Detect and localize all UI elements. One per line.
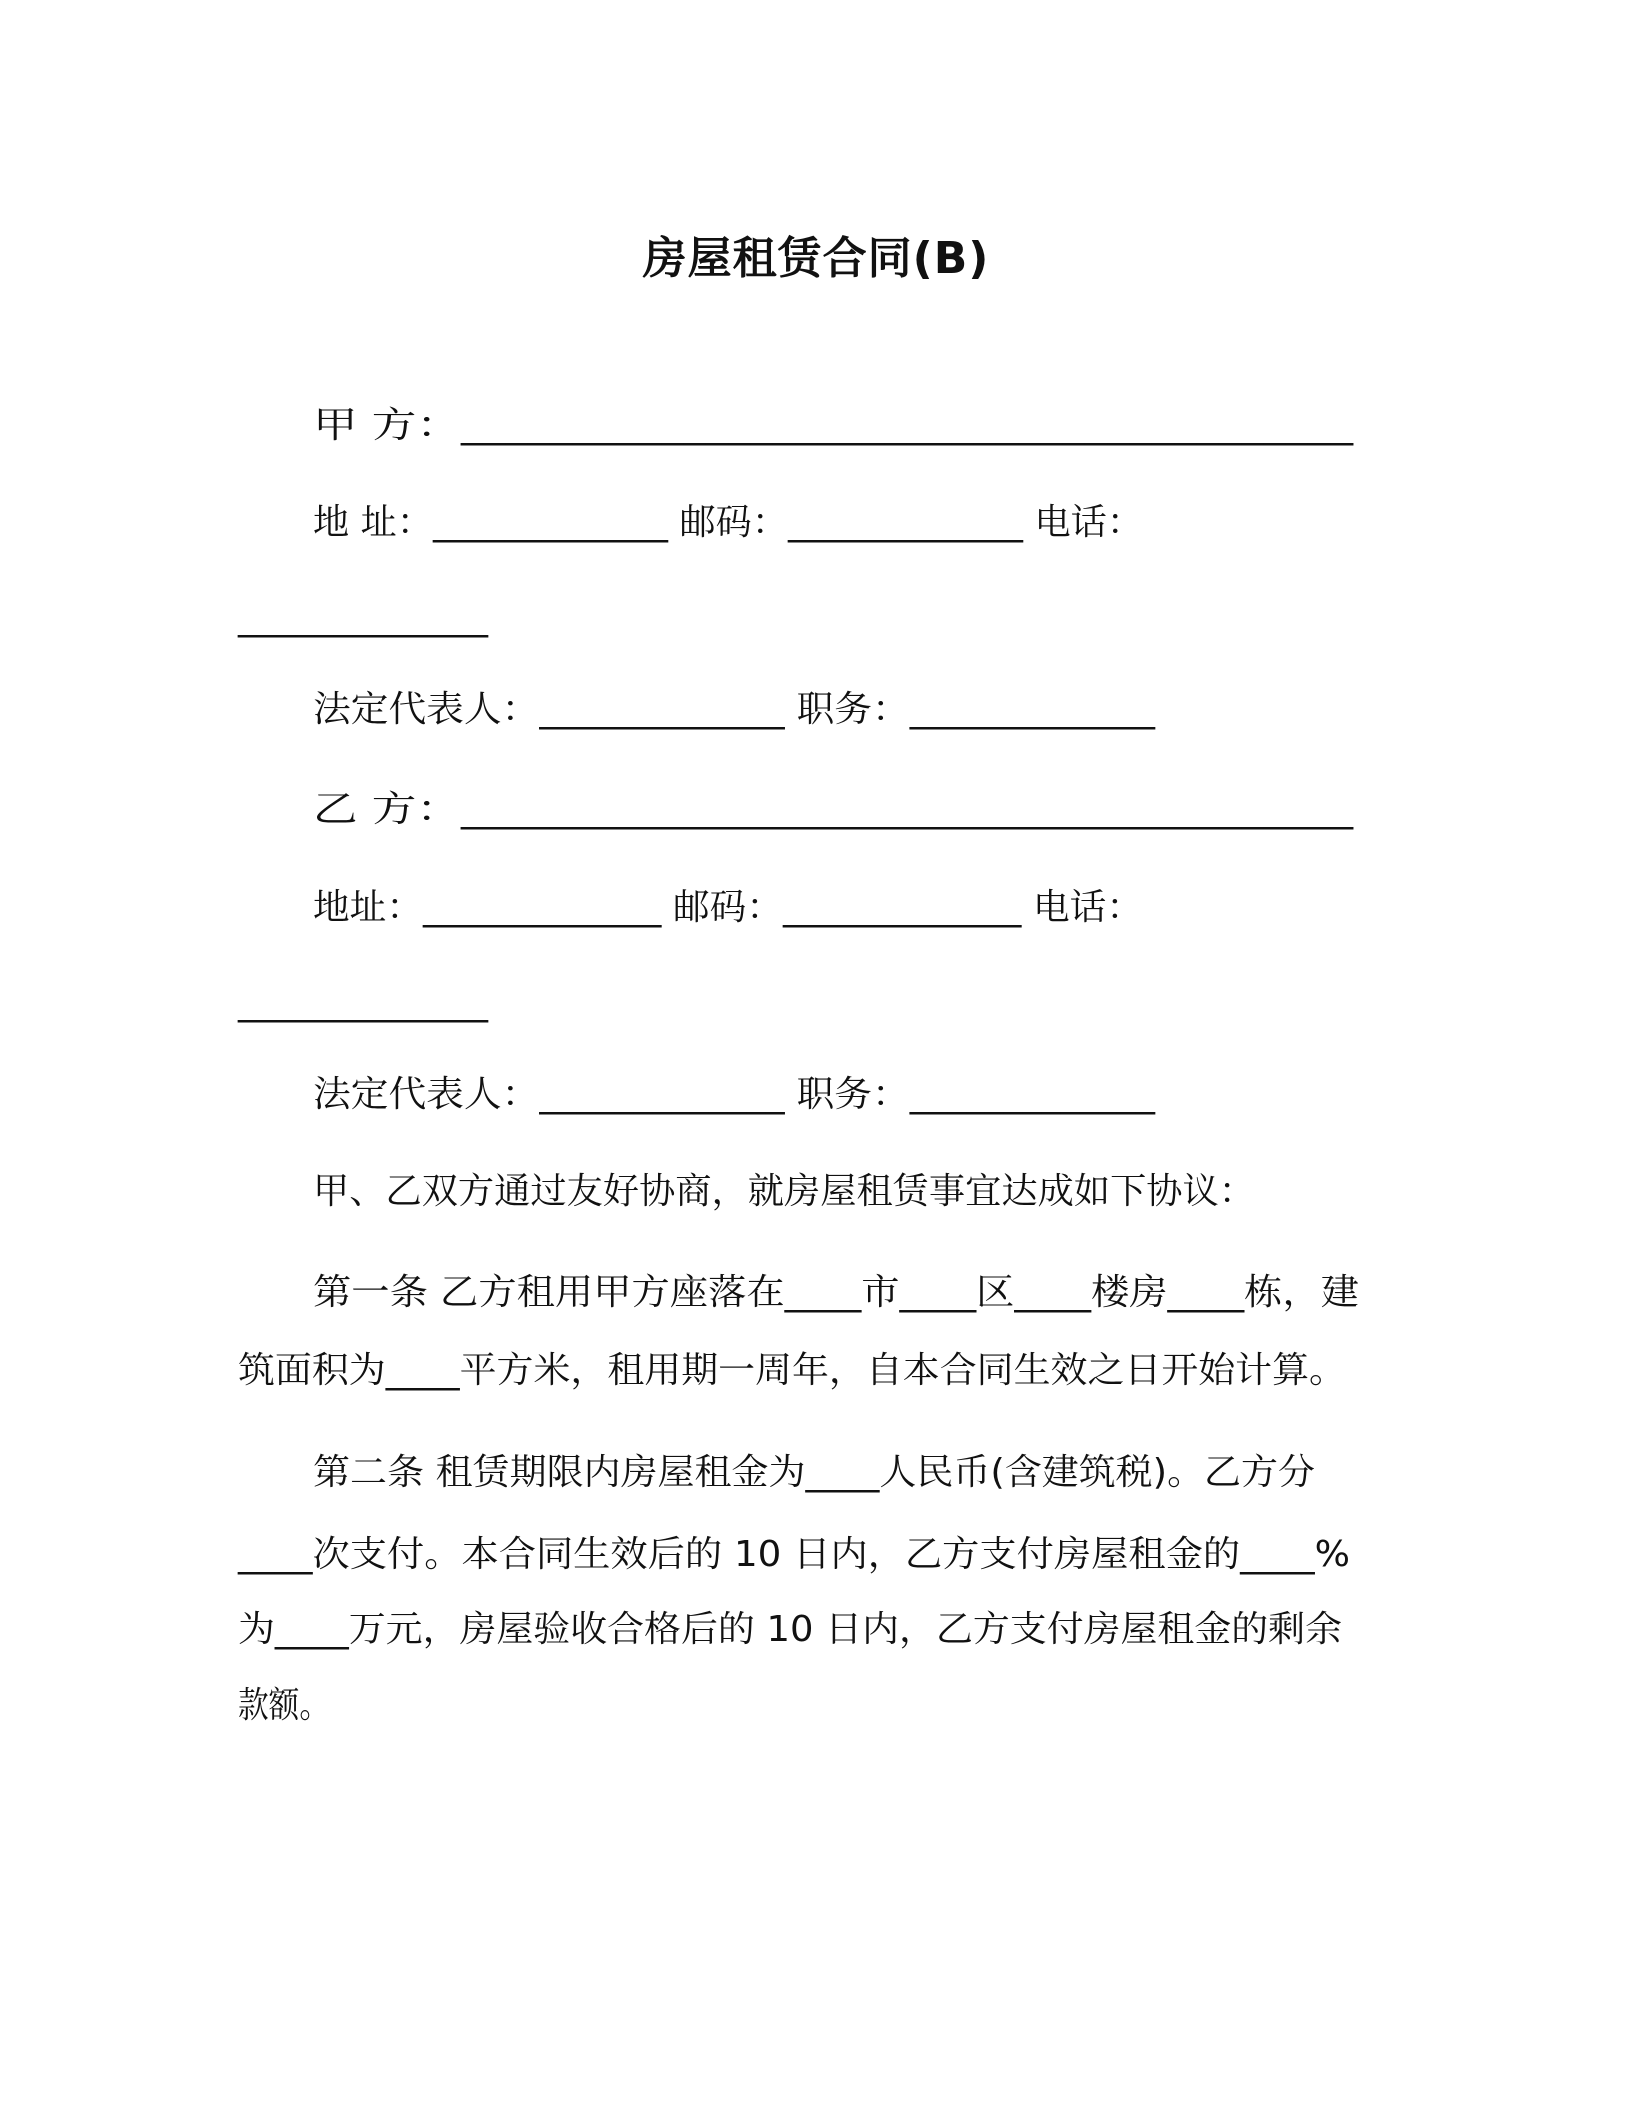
- document-title: 房屋租赁合同(B): [642, 233, 990, 284]
- party-b-representative-line: 法定代表人：_____________ 职务：_____________: [313, 1074, 1155, 1115]
- article-1-line-2: 筑面积为____平方米，租用期一周年，自本合同生效之日开始计算。: [238, 1350, 1346, 1391]
- party-a-phone-blank: _____________: [238, 597, 488, 638]
- article-2-line-3: 为____万元，房屋验收合格后的 10 日内，乙方支付房屋租金的剩余: [238, 1609, 1342, 1650]
- article-2-line-4: 款额。: [238, 1685, 330, 1726]
- party-a-representative-line: 法定代表人：_____________ 职务：_____________: [313, 689, 1155, 730]
- article-2-line-2: ____次支付。本合同生效后的 10 日内，乙方支付房屋租金的____%: [238, 1534, 1350, 1575]
- party-b-phone-blank: _____________: [238, 982, 488, 1023]
- article-2-line-1: 第二条 租赁期限内房屋租金为____人民币(含建筑税)。乙方分: [313, 1452, 1315, 1493]
- article-1-line-1: 第一条 乙方租用甲方座落在____市____区____楼房____栋，建: [313, 1272, 1359, 1313]
- agreement-intro: 甲、乙双方通过友好协商，就房屋租赁事宜达成如下协议：: [313, 1171, 1255, 1212]
- party-a-name-line: 甲 方：________________________________________: [313, 405, 1353, 446]
- party-b-address-line: 地址：_____________ 邮码：_____________ 电话：: [313, 887, 1143, 928]
- party-a-address-line: 地 址：_____________ 邮码：_____________ 电话：: [313, 502, 1143, 543]
- party-b-name-line: 乙 方：________________________________________: [313, 789, 1353, 830]
